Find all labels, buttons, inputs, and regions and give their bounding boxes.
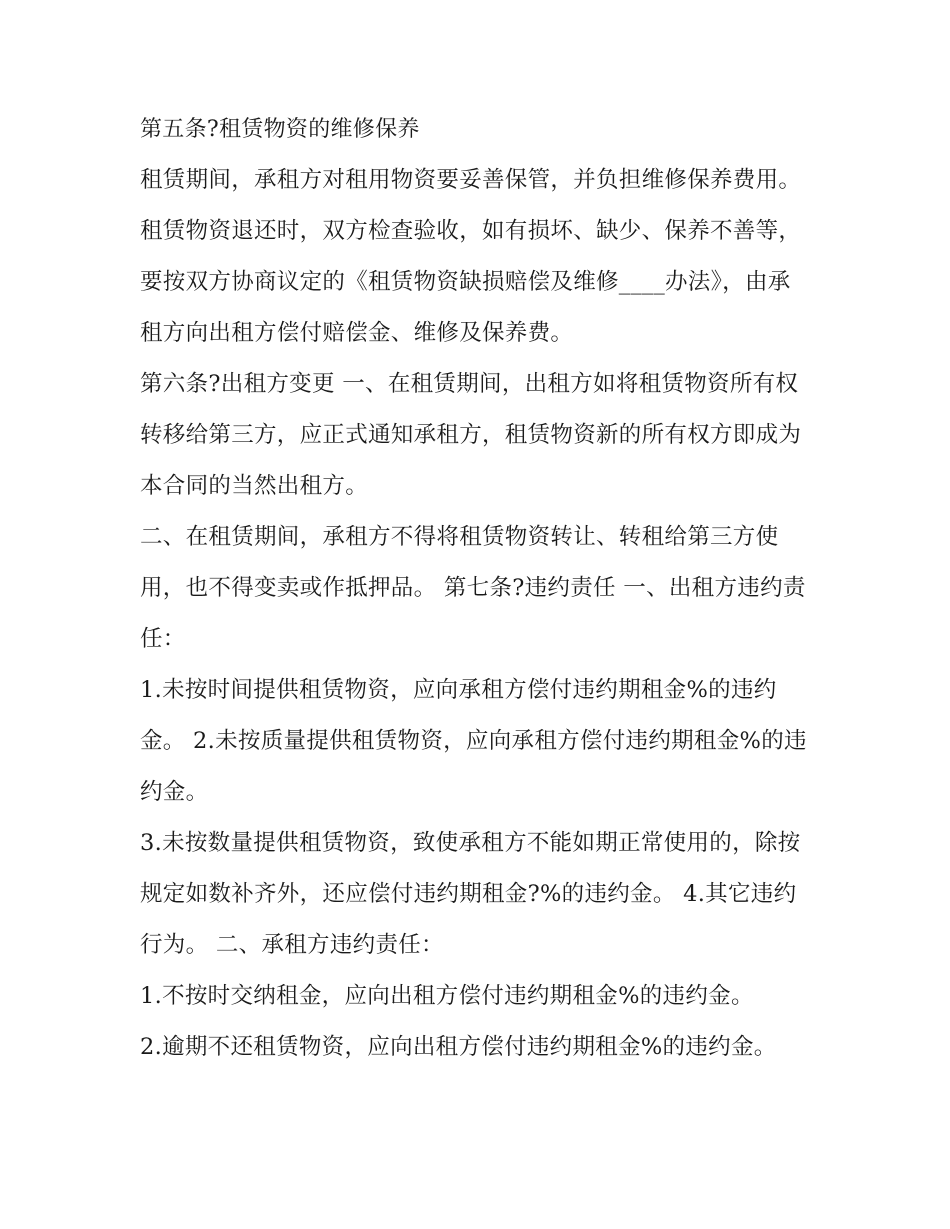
lessor-liability-items-3-4: 3.未按数量提供租赁物资，致使承租方不能如期正常使用的，除按规定如数补齐外，还应偿付违约期租金?%的违约金。 4.其它违约行为。 二、承租方违约责任： (140, 830, 801, 958)
article-5-body: 租赁期间，承租方对租用物资要妥善保管，并负担维修保养费用。租赁物资退还时，双方检查验收，如有损坏、缺少、保养不善等，要按双方协商议定的《租赁物资缺损赔偿及维修____办法》，由承租方向出租方偿付赔偿金、维修及保养费。 (140, 167, 802, 346)
lessor-liability-items-1-2: 1.未按时间提供租赁物资，应向承租方偿付违约期租金%的违约金。 2.未按质量提供租赁物资，应向承租方偿付违约期租金%的违约金。 (140, 677, 807, 805)
lessee-liability-item-2: 2.逾期不还租赁物资，应向出租方偿付违约期租金%的违约金。 (140, 1034, 777, 1060)
article-6-clause-1: 第六条?出租方变更 一、在租赁期间，出租方如将租赁物资所有权转移给第三方，应正式通知承租方，租赁物资新的所有权方即成为本合同的当然出租方。 (140, 371, 802, 499)
lessee-liability-item-1: 1.不按时交纳租金，应向出租方偿付违约期租金%的违约金。 (140, 983, 754, 1009)
article-5-heading: 第五条?租赁物资的维修保养 (140, 117, 420, 142)
article-6-clause-2-and-article-7-heading: 二、在租赁期间，承租方不得将租赁物资转让、转租给第三方使用，也不得变卖或作抵押品。 第七条?违约责任 一、出租方违约责任： (140, 524, 806, 652)
document-body (140, 104, 812, 1073)
